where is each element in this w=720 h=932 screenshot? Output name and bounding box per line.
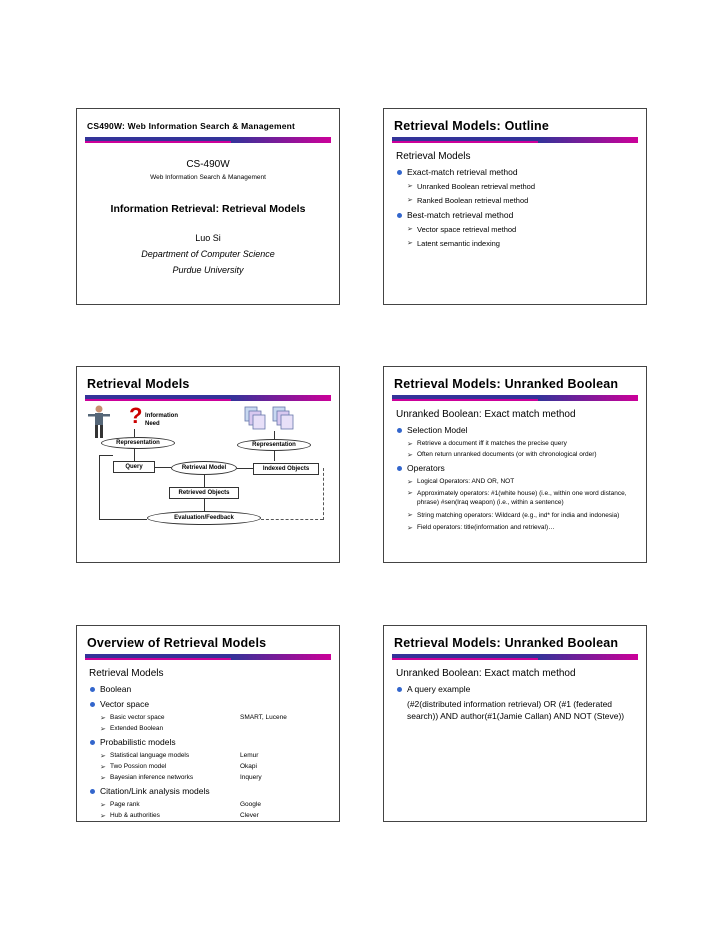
section-heading: Unranked Boolean: Exact match method <box>396 409 576 420</box>
sub-list-item: ➢ Logical Operators: AND OR, NOT <box>407 478 638 485</box>
evaluation-feedback-node: Evaluation/Feedback <box>147 511 261 525</box>
slide-title: Retrieval Models: Unranked Boolean <box>394 377 619 391</box>
department: Department of Computer Science <box>141 249 275 259</box>
university: Purdue University <box>172 265 244 275</box>
info-need-label: Information Need <box>145 413 178 427</box>
system-name: Clever <box>240 812 259 819</box>
system-name: SMART, Lucene <box>240 714 287 721</box>
slide-4 <box>383 366 647 563</box>
indexed-objects-box: Indexed Objects <box>253 463 319 475</box>
title-bar-gradient <box>231 137 331 143</box>
title-bar-gradient <box>538 395 638 401</box>
sub-list-item: ➢ String matching operators: Wildcard (e.g., ind* for india and indonesia) <box>407 511 638 520</box>
sub-list-item: ➢ Vector space retrieval method <box>407 225 638 234</box>
sub-list-item: ➢ Approximately operators: #1(white house) (i.e., within one word distance, phrase) #sen(Iraq weapon) (i.e., within a sentence) <box>407 489 638 507</box>
sub-list-item: ➢ Hub & authorities Clever <box>100 812 331 819</box>
sub-list-item: ➢ Retrieve a document iff it matches the precise query <box>407 440 638 447</box>
sub-list-item: ➢ Field operators: title(information and retrieval)… <box>407 524 638 531</box>
sub-list-item: ➢ Often return unranked documents (or with chronological order) <box>407 451 638 458</box>
sub-list-item: ➢ Statistical language models Lemur <box>100 752 331 759</box>
course-code: CS-490W <box>186 159 230 170</box>
list-item: Citation/Link analysis models ➢ Page rank Google ➢ Hub & authorities Clever <box>89 786 331 819</box>
list-item: Exact-match retrieval method ➢ Unranked Boolean retrieval method ➢ Ranked Boolean retrieval method <box>396 167 638 205</box>
sub-list-item: ➢ Unranked Boolean retrieval method <box>407 182 638 191</box>
sub-list-item: ➢ Extended Boolean <box>100 725 331 732</box>
retrieval-model-node: Retrieval Model <box>171 461 237 475</box>
list-item: Operators ➢ Logical Operators: AND OR, NOT ➢ Approximately operators: #1(white house) (i.e., within one word distance, phrase) #sen(Iraq weapon) (i.e., within a sentence) ➢ String matching operators: Wildcard (e.g., ind* for india and indonesia) ➢ Field operators: title(information and retrieval)… <box>396 463 638 531</box>
sub-list-item: ➢ Ranked Boolean retrieval method <box>407 196 638 205</box>
slide-6 <box>383 625 647 822</box>
slide-title: Overview of Retrieval Models <box>87 636 267 650</box>
question-mark-icon: ? <box>129 403 143 428</box>
system-name: Google <box>240 801 261 808</box>
slide-title: Retrieval Models: Unranked Boolean <box>394 636 619 650</box>
title-bar-gradient <box>538 137 638 143</box>
slide-3 <box>76 366 340 563</box>
sub-list-item: ➢ Two Possion model Okapi <box>100 763 331 770</box>
title-bar-gradient <box>231 654 331 660</box>
list-item: Probabilistic models ➢ Statistical language models Lemur ➢ Two Possion model Okapi ➢ Bayesian inference networks Inquery <box>89 737 331 781</box>
document-stack-icon <box>243 405 301 435</box>
title-bar-gradient <box>538 654 638 660</box>
slide-5 <box>76 625 340 822</box>
title-bar-gradient <box>231 395 331 401</box>
section-heading: Unranked Boolean: Exact match method <box>396 668 576 679</box>
system-name: Inquery <box>240 774 262 781</box>
slide-1 <box>76 108 340 305</box>
query-box: Query <box>113 461 155 473</box>
section-heading: Retrieval Models <box>396 151 471 162</box>
slide-title: Retrieval Models: Outline <box>394 119 550 133</box>
person-icon <box>87 405 111 439</box>
retrieved-objects-box: Retrieved Objects <box>169 487 239 499</box>
section-heading: Retrieval Models <box>89 668 164 679</box>
slide-2 <box>383 108 647 305</box>
course-subtitle: Web Information Search & Management <box>150 174 266 181</box>
representation-right: Representation <box>237 439 311 451</box>
sub-list-item: ➢ Latent semantic indexing <box>407 239 638 248</box>
slide-title: Retrieval Models <box>87 377 190 391</box>
list-item: Boolean <box>89 684 331 694</box>
slide-title: CS490W: Web Information Search & Management <box>87 121 296 131</box>
list-item: Vector space ➢ Basic vector space SMART, Lucene ➢ Extended Boolean <box>89 699 331 732</box>
sub-list-item: ➢ Bayesian inference networks Inquery <box>100 774 331 781</box>
sub-list-item: ➢ Page rank Google <box>100 801 331 808</box>
system-name: Lemur <box>240 752 259 759</box>
list-item: Best-match retrieval method ➢ Vector space retrieval method ➢ Latent semantic indexing <box>396 210 638 248</box>
sub-list-item: ➢ Basic vector space SMART, Lucene <box>100 714 331 721</box>
lecture-heading: Information Retrieval: Retrieval Models <box>110 203 306 215</box>
list-item: Selection Model ➢ Retrieve a document iff it matches the precise query ➢ Often return unranked documents (or with chronological order) <box>396 425 638 458</box>
query-example-text: (#2(distributed information retrieval) OR (#1 (federated search)) AND author(#1(Jamie Callan) AND NOT (Steve)) <box>407 699 625 721</box>
system-name: Okapi <box>240 763 257 770</box>
author-name: Luo Si <box>195 233 221 243</box>
list-item: A query example <box>396 684 638 694</box>
representation-left: Representation <box>101 437 175 449</box>
